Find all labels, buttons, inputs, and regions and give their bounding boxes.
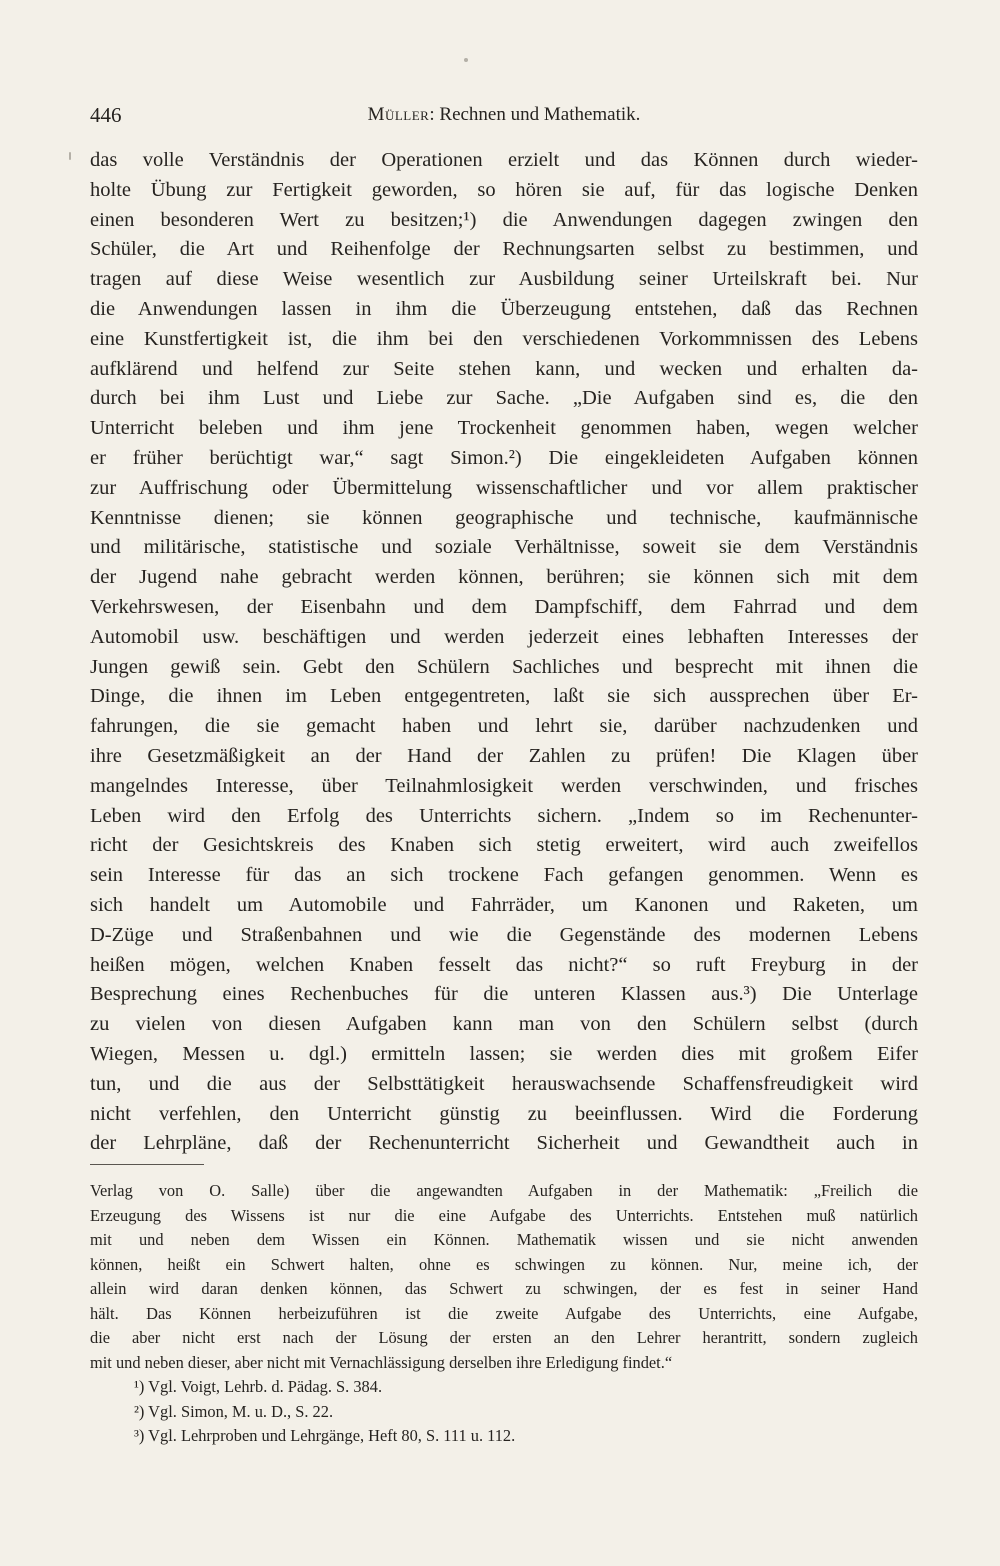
text-line: tun, und die aus der Selbsttätigkeit herauswachsende Schaffensfreudigkeit wird bbox=[90, 1072, 918, 1095]
text-line: ihre Gesetzmäßigkeit an der Hand der Zahlen zu prüfen! Die Klagen über bbox=[90, 744, 918, 767]
text-line: Schüler, die Art und Reihenfolge der Rechnungsarten selbst zu bestimmen, und bbox=[90, 238, 918, 261]
footnote-continuation-line: Erzeugung des Wissens ist nur die eine Aufgabe des Unterrichts. Entstehen muß natürlich bbox=[90, 1205, 918, 1225]
text-line: aufklärend und helfend zur Seite stehen kann, und wecken und erhalten da- bbox=[90, 357, 918, 380]
text-line: D-Züge und Straßenbahnen und wie die Gegenstände des modernen Lebens bbox=[90, 923, 918, 946]
text-line: Automobil usw. beschäftigen und werden jederzeit eines lebhaften Interesses der bbox=[90, 625, 918, 648]
footnote-3: ³) Vgl. Lehrproben und Lehrgänge, Heft 80, S. 111 u. 112. bbox=[134, 1426, 516, 1445]
text-line: Dinge, die ihnen im Leben entgegentreten, laßt sie sich aussprechen über Er- bbox=[90, 685, 918, 708]
footnotes bbox=[90, 1179, 918, 1449]
text-line: eine Kunstfertigkeit ist, die ihm bei den verschiedenen Vorkommnissen des Lebens bbox=[90, 327, 918, 350]
text-line: Unterricht beleben und ihm jene Trockenheit genommen haben, wegen welcher bbox=[90, 417, 918, 440]
header-title: Rechnen und Mathematik. bbox=[439, 104, 641, 125]
text-line: Jungen gewiß sein. Gebt den Schülern Sachliches und besprecht mit ihnen die bbox=[90, 655, 918, 678]
footnote-2: ²) Vgl. Simon, M. u. D., S. 22. bbox=[134, 1401, 334, 1421]
footnote-continuation-line: allein wird daran denken können, das Schwert zu schwingen, der es fest in seiner Hand bbox=[90, 1279, 918, 1298]
footnote-1: ¹) Vgl. Voigt, Lehrb. d. Pädag. S. 384. bbox=[134, 1377, 383, 1396]
text-line: der Lehrpläne, daß der Rechenunterricht Sicherheit und Gewandtheit auch in bbox=[90, 1132, 918, 1155]
footnote-continuation-line: mit und neben dem Wissen ein Können. Mathematik wissen und sie nicht anwenden bbox=[90, 1230, 918, 1249]
text-line: Besprechung eines Rechenbuches für die unteren Klassen aus.³) Die Unterlage bbox=[90, 983, 918, 1006]
text-line: heißen mögen, welchen Knaben fesselt das nicht?“ so ruft Freyburg in der bbox=[90, 953, 918, 976]
header-author: Müller bbox=[367, 104, 430, 125]
text-line: fahrungen, die sie gemacht haben und lehrt sie, darüber nachzudenken und bbox=[90, 715, 918, 738]
text-line: Verkehrswesen, der Eisenbahn und dem Dampfschiff, dem Fahrrad und dem bbox=[90, 595, 918, 618]
running-header bbox=[90, 100, 918, 130]
text-line: tragen auf diese Weise wesentlich zur Ausbildung seiner Urteilskraft bei. Nur bbox=[90, 268, 918, 291]
text-line: die Anwendungen lassen in ihm die Überzeugung entstehen, daß das Rechnen bbox=[90, 297, 918, 320]
text-line: das volle Verständnis der Operationen erzielt und das Können durch wieder- bbox=[90, 149, 918, 171]
text-line: und militärische, statistische und soziale Verhältnisse, soweit sie dem Verständnis bbox=[90, 536, 918, 559]
text-line: zu vielen von diesen Aufgaben kann man von den Schülern selbst (durch bbox=[90, 1013, 918, 1036]
text-line: Wiegen, Messen u. dgl.) ermitteln lassen; sie werden dies mit großem Eifer bbox=[90, 1042, 918, 1065]
text-line: holte Übung zur Fertigkeit geworden, so hören sie auf, für das logische Denken bbox=[90, 178, 918, 201]
footnote-continuation-line: mit und neben dieser, aber nicht mit Vernachlässigung derselben ihre Erledigung findet.“ bbox=[90, 1352, 673, 1372]
text-line: durch bei ihm Lust und Liebe zur Sache. „Die Aufgaben sind es, die den bbox=[90, 387, 918, 410]
text-line: sein Interesse für das an sich trockene Fach gefangen genommen. Wenn es bbox=[90, 864, 918, 887]
footnote-continuation-line: können, heißt ein Schwert halten, ohne es schwingen zu können. Nur, meine ich, der bbox=[90, 1254, 918, 1274]
paper-speck bbox=[464, 58, 468, 62]
footnote-rule bbox=[90, 1164, 204, 1165]
footnote-continuation-line: hält. Das Können herbeizuführen ist die zweite Aufgabe des Unterrichts, eine Aufgabe, bbox=[90, 1303, 918, 1323]
page-number: 446 bbox=[90, 103, 122, 127]
text-line: mangelndes Interesse, über Teilnahmlosigkeit werden verschwinden, und frisches bbox=[90, 774, 918, 797]
footnote-continuation-line: Verlag von O. Salle) über die angewandten Aufgaben in der Mathematik: „Freilich die bbox=[90, 1181, 918, 1200]
text-line: der Jugend nahe gebracht werden können, berühren; sie können sich mit dem bbox=[90, 566, 918, 589]
text-line: richt der Gesichtskreis des Knaben sich stetig erweitert, wird auch zweifellos bbox=[90, 834, 918, 857]
text-line: Kenntnisse dienen; sie können geographische und technische, kaufmännische bbox=[90, 506, 918, 529]
text-line: Leben wird den Erfolg des Unterrichts sichern. „Indem so im Rechenunter- bbox=[90, 804, 918, 827]
text-line: zur Auffrischung oder Übermittelung wissenschaftlicher und vor allem praktischer bbox=[90, 476, 918, 499]
running-title: Müller: Rechnen und Mathematik. bbox=[367, 104, 641, 125]
margin-mark bbox=[69, 152, 71, 160]
main-text bbox=[90, 146, 918, 1159]
text-line: einen besonderen Wert zu besitzen;¹) die Anwendungen dagegen zwingen den bbox=[90, 208, 918, 231]
text-line: nicht verfehlen, den Unterricht günstig zu beeinflussen. Wird die Forderung bbox=[90, 1102, 918, 1125]
text-line: er früher berüchtigt war,“ sagt Simon.²) Die eingekleideten Aufgaben können bbox=[90, 446, 918, 469]
footnote-continuation-line: die aber nicht erst nach der Lösung der ersten an den Lehrer herantritt, sondern zugleich bbox=[90, 1328, 918, 1347]
text-line: sich handelt um Automobile und Fahrräder, um Kanonen und Raketen, um bbox=[90, 893, 918, 916]
